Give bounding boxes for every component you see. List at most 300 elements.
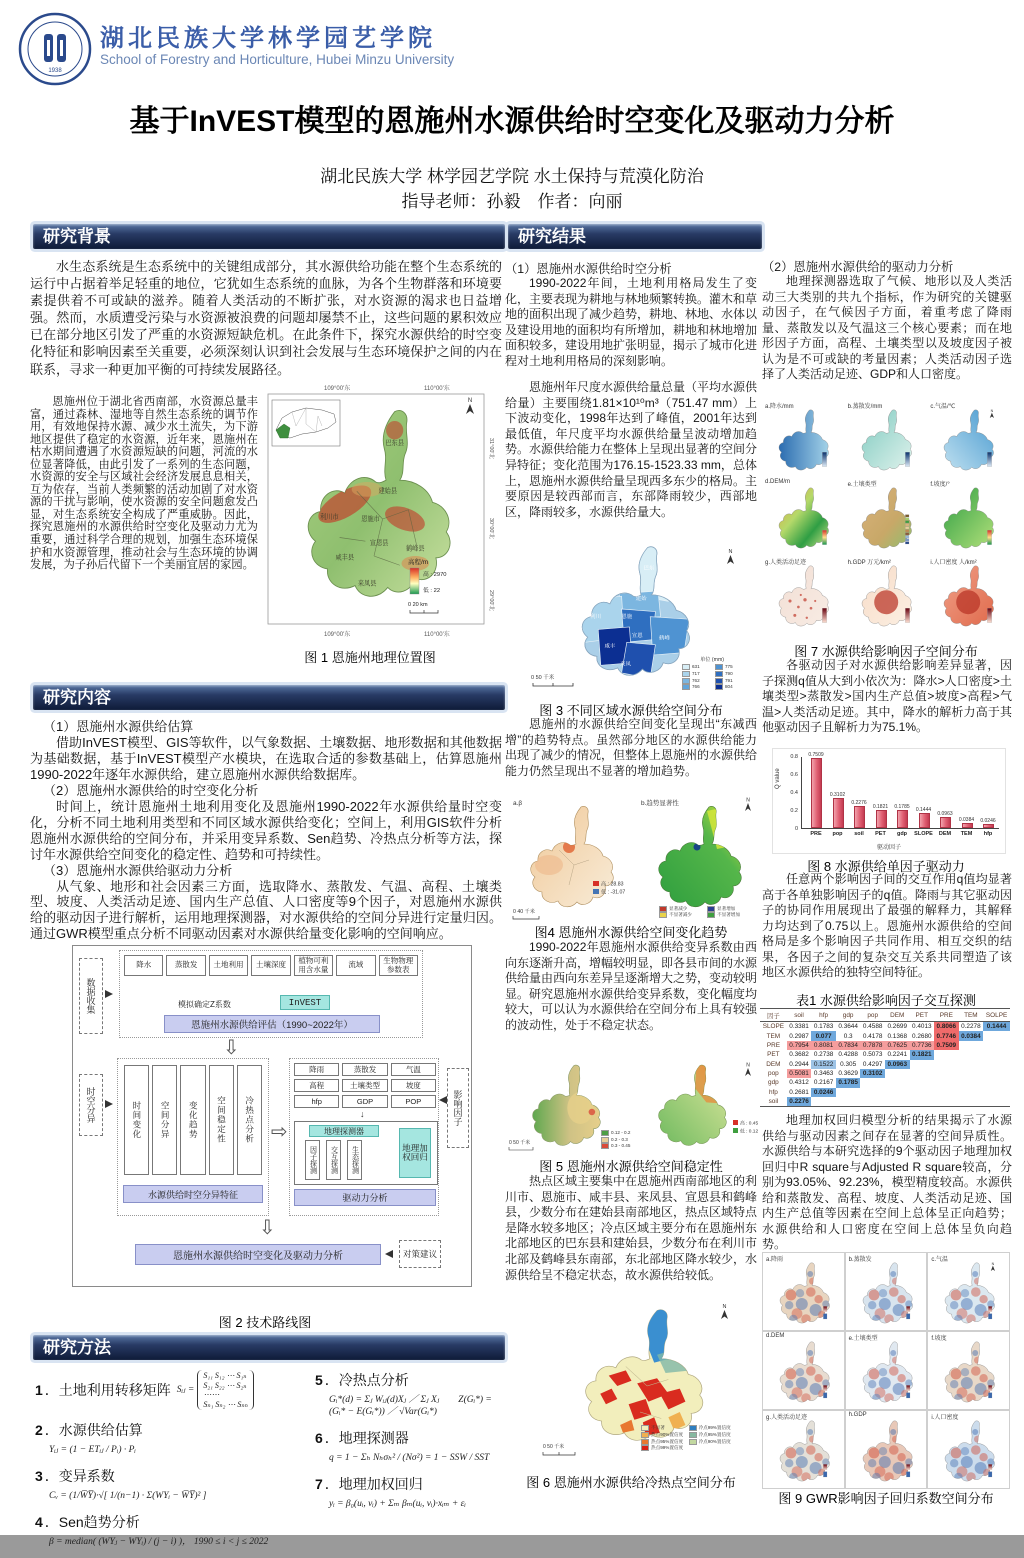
legend-swatch: [682, 678, 690, 684]
fig7-panel: [762, 556, 845, 634]
fig6-legend-item: [689, 1439, 736, 1446]
diagram-analysis-box: 空间稳定性: [209, 1065, 234, 1175]
university-logo: [18, 12, 92, 86]
legend-label: 热点99%置信度: [651, 1445, 684, 1451]
table-cell: 0.3: [843, 1032, 853, 1040]
table-cell: 0.2699: [887, 1023, 907, 1031]
interaction-table: [760, 1008, 1010, 1107]
fig3-legend-item: [682, 671, 713, 678]
table-cell: 0.3644: [838, 1023, 858, 1031]
method-item-2: [35, 1420, 303, 1456]
method-label: [35, 1512, 303, 1532]
figure-3-regional-map: [515, 545, 750, 697]
legend-label: 不显著增加: [717, 912, 740, 918]
drivers-subtitle: （2）恩施州水源供给的驱动力分析: [762, 260, 954, 274]
legend-swatch: [601, 1130, 609, 1136]
region-label: 建始县: [378, 487, 398, 496]
legend-label: 791: [725, 677, 733, 683]
legend-swatch: [641, 1432, 649, 1438]
fig8-bar-slot: [871, 756, 891, 837]
section-header-background: 研究背景: [33, 224, 505, 249]
fig8-bar-value: 0.0246: [980, 817, 996, 824]
compass-icon: [721, 1304, 728, 1319]
fig4a-high: 高 : 28.83: [601, 881, 624, 888]
table-cell: 0.0963: [885, 1060, 910, 1069]
diagram-input-box: 土壤深度: [251, 955, 290, 976]
results-para5: 热点区域主要集中在恩施州西南部地区的利川市、恩施市、咸丰县、来凤县、宣恩县和鹤峰县，少数分布在建始县南部地区，热点区域特点是降水较多地区；冷点区域主要分布在恩施州东北部地区的巴东县和建始县，少数分布在利川市北部及鹤峰县东南部，东北部地区降水较少，水源供给呈不稳定状态，故水源供给较低。: [505, 1174, 758, 1282]
table-cell: 0.4013: [912, 1023, 932, 1031]
region-label: 恩施市: [361, 515, 380, 523]
fig5b-legend: [733, 1120, 758, 1135]
figure-5-caption: 图 5 恩施州水源供给空间稳定性: [539, 1159, 723, 1174]
fig7-panel: [845, 556, 928, 634]
table-cell: 0.7834: [836, 1041, 861, 1050]
svg-text:N: N: [990, 409, 994, 413]
fig6-legend-item: [641, 1445, 688, 1452]
diagram-factor-box: hfp: [294, 1095, 339, 1108]
fig7-panel-label: i.人口密度 人/km²: [930, 560, 977, 566]
figure-4-caption: 图4 恩施州水源供给空间变化趋势: [534, 925, 728, 940]
table-row: [760, 1078, 1010, 1087]
diagram-spatial-box: 水源供给时空分异特征: [123, 1185, 263, 1203]
table-cell: [959, 1097, 984, 1107]
svg-text:N: N: [991, 1262, 995, 1266]
fig8-bar-slot: [849, 756, 869, 837]
background-para1: 水生态系统是生态系统中的关键组成部分，其水源供给功能在整个生态系统的运行中占据着举足轻重的地位，它犹如生态系统的血脉，为各个生物群落和环境要素提供着不可或缺的滋养。随着人类活动的不断扩张，对水资源的渴求也日益增强。然而，水质遭受污染与水资源被浪费的问题却屡禁不止，这些问题的累积效应已在部分地区引发了严重的水资源短缺危机。在此条件下，探究水源供给的时空变化特征和影响因素至关重要，必须深刻认识到社会发展与生态环境保护之间的内在联系，寻求一种更加平衡的可持续发展路径。: [30, 259, 502, 377]
fig9-panel: [762, 1252, 845, 1331]
legend-swatch: [689, 1439, 697, 1445]
table-cell: [836, 1088, 861, 1097]
table-cell: 0.1368: [887, 1032, 907, 1040]
table-row-name: soil: [760, 1097, 787, 1107]
legend-swatch: [707, 912, 715, 918]
table-cell: [885, 1097, 910, 1107]
fig5a-legend: [601, 1130, 630, 1150]
fig5a-legend-item: [601, 1137, 630, 1144]
fig8-y-tick: 0.2: [790, 808, 798, 814]
fig6-scale: 0 50 千米: [543, 1444, 565, 1450]
hubei-inset-map: [272, 400, 340, 446]
fig3-legend-item: [715, 671, 746, 678]
method-formula: Cᵥ = (1/W̅Y̅)·√[ 1/(n−1) · Σ(WYᵢ − W̅Y̅)² ]: [49, 1491, 207, 1501]
legend-label: 717: [692, 671, 700, 677]
fig9-panel: [845, 1410, 928, 1489]
fig4a-low: 低 : -31.07: [601, 889, 626, 896]
diagram-input-box: 生物物理参数表: [379, 955, 418, 976]
legend-label: 766: [692, 684, 700, 690]
figure-9-gwr-maps: [762, 1252, 1010, 1489]
diagram-factor-box: 高程: [294, 1079, 339, 1092]
method-title: ．地理探测器: [324, 1430, 409, 1446]
table-cell: [910, 1060, 935, 1069]
fig7-panel-label: e.土壤类型: [847, 482, 877, 488]
fig7-panel: [845, 400, 928, 478]
diagram-analysis-box: 空间分异: [152, 1065, 177, 1175]
table-header-cell: DEM: [885, 1009, 910, 1022]
content-item-body-1: 借助InVEST模型、GIS等软件，以气象数据、土壤数据、地形数据和其他数据为基础数据，基于InVEST模型产水模块，在选取合适的参数基础上，估算恩施州1990-2022年逐年水源供给，建立恩施州水源供给数据库。: [30, 734, 502, 782]
background-para2: 恩施州位于湖北省西南部，水资源总量丰富，通过森林、湿地等自然生态系统的调节作用，有效地保持水源、减少水土流失，为下游地区提供了稳定的水资源，近年来，恩施州在枯水期间遭遇了水资源短缺的问题，河流的水位显著降低，由此引发了一系列的生态问题，水资源的安全与区域社会经济发展息息相关，互为依存，当前人类频繁的活动加剧了对水资源的干扰与影响，使水资源的安全问题愈发凸显，对生态系统安全构成了严重威胁。因此，探究恩施州的水源供给时空变化及驱动力尤为重要，通过科学合理的规划，加强生态环境保护和水资源管理，推动社会与生态环境的协调发展，为子孙后代留下一个美丽宜居的家园。: [30, 396, 258, 572]
fig7-panel-label: h.GDP 万元/km²: [847, 560, 891, 566]
table-row-name: PET: [767, 1051, 780, 1059]
table-header-cell: hfp: [811, 1009, 836, 1022]
drivers-para1: 地理探测器选取了气候、地形以及人类活动三大类别的共九个指标，作为研究的关键驱动因子，在气候因子方面，着重考虑了降雨量、蒸散发以及气温这三个核心要素；而在地形因子方面，高程、土壤类型以及坡度因子被认为是不可或缺的考量因素；人类活动因子选择了人类活动足迹、GDP和人口密度。: [762, 274, 1012, 381]
fig9-panel: [927, 1252, 1010, 1331]
diagram-factor-grid: [294, 1063, 436, 1108]
fig5a-legend-item: [601, 1130, 630, 1137]
table-cell: 0.7878: [860, 1041, 885, 1050]
fig6-legend: [641, 1425, 735, 1452]
legend-swatch: [682, 684, 690, 690]
method-formula: Gᵢ*(d) = Σⱼ Wᵢⱼ(d)Xⱼ ／ Σⱼ Xⱼ Z(Gᵢ*) = (Gᵢ* − E(Gᵢ*)) ／ √Var(Gᵢ*): [329, 1395, 492, 1417]
method-title: ．Sen趋势分析: [44, 1514, 140, 1530]
table-cell: 0.2944: [789, 1060, 809, 1068]
figure-5-stability-maps: [505, 1062, 757, 1156]
table-header-row: [760, 1009, 1010, 1022]
methods-left-column: [35, 1370, 303, 1558]
table-cell: [934, 1060, 959, 1069]
fig9-panel: [927, 1410, 1010, 1489]
legend-swatch: [659, 906, 667, 912]
fig3-legend-item: [715, 664, 746, 671]
svg-text:N: N: [746, 1062, 750, 1069]
table-header-cell: PET: [910, 1009, 935, 1022]
fig8-bar-category: PRE: [810, 831, 822, 837]
fig9-panel: [762, 1410, 845, 1489]
method-formula: q = 1 − Σₕ Nₕσₕ² / (Nσ²) = 1 − SSW / SST: [329, 1453, 490, 1463]
diagram-driving-box: 驱动力分析: [294, 1189, 436, 1206]
diagram-analysis-box: 变化趋势: [180, 1065, 205, 1175]
table-cell: [959, 1088, 984, 1097]
fig4-scale: 0 40 千米: [513, 909, 535, 915]
table-cell: 0.0246: [811, 1088, 836, 1097]
fig6-legend-item: [641, 1425, 688, 1432]
table-row: [760, 1060, 1010, 1069]
table-cell: 0.1444: [983, 1022, 1010, 1032]
svg-text:N: N: [728, 549, 733, 555]
method-title: ．冷热点分析: [324, 1372, 409, 1388]
diagram-assess-box: 恩施州水源供给评估（1990~2022年）: [164, 1015, 380, 1033]
table-row-name: PRE: [766, 1041, 780, 1049]
table-cell: 0.1522: [811, 1060, 836, 1069]
legend-label: 762: [692, 677, 700, 683]
legend-label: 冷点95%置信度: [698, 1432, 731, 1438]
table-cell: 0.2681: [789, 1088, 809, 1096]
region-label: 利川市: [320, 513, 339, 522]
table-header-cell: PRE: [934, 1009, 959, 1022]
fig8-bar-value: 0.7509: [808, 752, 824, 759]
diagram-detect-box: 因子探测: [305, 1140, 320, 1180]
fig4-label-a: a.β: [513, 800, 523, 807]
table-cell: [934, 1050, 959, 1059]
table-cell: 0.305: [840, 1060, 857, 1068]
fig1-scale-text: 0 20 km: [408, 602, 428, 608]
arrow-down-small: ↓: [360, 1109, 365, 1119]
table-cell: 0.7736: [910, 1041, 935, 1050]
fig3-legend-item: [715, 684, 746, 691]
table-cell: [811, 1097, 836, 1107]
fig6-legend-item: [689, 1425, 736, 1432]
matrix-row: S₂₁ S₂₂ ⋯ S₂ₙ: [203, 1380, 247, 1390]
fig8-bar-value: 0.0963: [937, 811, 953, 818]
table-row-name: hfp: [768, 1088, 778, 1096]
figure-8-caption: 图 8 水源供给单因子驱动力: [807, 859, 965, 874]
fig3-legend-item: [715, 678, 746, 685]
diagram-factor-box: 降雨: [294, 1063, 339, 1076]
credits: 指导老师：孙毅 作者：向丽: [401, 192, 623, 211]
region-label: 鹤峰县: [406, 545, 425, 553]
fig8-y-tick: 0: [794, 826, 798, 832]
figure-2-caption: 图 2 技术路线图: [218, 1315, 312, 1330]
arrow-down-icon-2: ⇩: [259, 1217, 276, 1239]
table-cell: 0.2738: [813, 1051, 834, 1059]
table-cell: 0.4178: [862, 1032, 883, 1040]
figure-9-caption: 图 9 GWR影响因子回归系数空间分布: [778, 1491, 994, 1506]
table-cell: [983, 1078, 1010, 1087]
matrix-body: [197, 1370, 254, 1410]
fig6-legend-item: [689, 1432, 736, 1439]
legend-swatch: [689, 1425, 697, 1431]
legend-label: 0.2 - 0.3: [611, 1136, 628, 1142]
table-cell: 0.2680: [912, 1032, 932, 1040]
table-row: [760, 1097, 1010, 1107]
method-number: 6: [315, 1430, 323, 1446]
table-1-caption: 表1 水源供给影响因子交互探测: [796, 993, 976, 1008]
fig6-legend-item: [641, 1432, 688, 1439]
table-cell: 0.5081: [787, 1069, 812, 1078]
fig9-panel-label: c.气温: [931, 1257, 948, 1263]
table-cell: 0.8081: [811, 1041, 836, 1050]
table-cell: [860, 1088, 885, 1097]
diagram-final-box: 恩施州水源供给时空变化及驱动力分析: [135, 1244, 381, 1265]
fig4b-legend-item: [707, 912, 755, 919]
table-cell: [934, 1097, 959, 1107]
results-para3: 恩施州的水源供给空间变化呈现出“东减西增”的趋势特点。虽然部分地区的水源供给能力出现了减少的情况，但整体上恩施州的水源供给能力仍然呈现出不显著的增加趋势。: [505, 717, 758, 778]
table-cell: [934, 1078, 959, 1087]
org-name-en: School of Forestry and Horticulture, Hubei Minzu University: [100, 52, 455, 67]
content-item-body-3: 从气象、地形和社会因素三方面，选取降水、蒸散发、气温、高程、土壤类型、坡度、人类活动足迹、国内生产总值、人口密度等9个因子，对恩施州水源供给的驱动因子进行解析，运用地理探测器，对水源供给的空间分异进行定量归因。通过GWR模型重点分析不同驱动因素对水源供给量变化影响的空间响应。: [30, 878, 502, 942]
diagram-factor-box: 气温: [391, 1063, 436, 1076]
region-label: 建始: [635, 596, 647, 603]
fig8-bar-category: hfp: [983, 831, 993, 837]
fig9-panel: [927, 1331, 1010, 1410]
fig7-panel-label: g.人类活动足迹: [765, 560, 807, 566]
method-title: ．地理加权回归: [324, 1476, 423, 1492]
matrix-lead: Sᵢⱼ =: [176, 1385, 195, 1395]
content-item-title-2: （2）恩施州水源供给的时空变化分析: [43, 782, 259, 798]
fig8-bar-category: TEM: [960, 831, 973, 837]
method-item-6: [315, 1428, 505, 1464]
methods-right-column: [315, 1370, 505, 1520]
legend-swatch: [601, 1143, 609, 1149]
fig9-panel-label: e.土壤类型: [848, 1336, 878, 1342]
table-row-name: TEM: [766, 1032, 781, 1040]
method-formula: [177, 1370, 254, 1410]
fig4b-legend-item: [659, 912, 707, 919]
fig8-y-tick: 0.4: [790, 790, 798, 796]
legend-label: 冷点99%置信度: [698, 1425, 731, 1431]
figure-1-caption: 图 1 恩施州地理位置图: [304, 650, 436, 665]
legend-label: 790: [725, 671, 733, 677]
fig8-bar-category: soil: [854, 831, 864, 837]
fig9-panel-label: i.人口密度: [931, 1415, 959, 1421]
method-item-3: [35, 1466, 303, 1502]
method-number: 1: [35, 1382, 43, 1398]
content-body: [30, 719, 502, 942]
table-header-cell: TEM: [959, 1009, 984, 1022]
figure-8-bar-chart: [772, 748, 1006, 854]
table-cell: [860, 1078, 885, 1087]
fig8-bar: [876, 810, 887, 828]
table-cell: [983, 1031, 1010, 1040]
fig8-bar-slot: [892, 756, 912, 837]
fig8-bar-value: 0.1821: [872, 803, 889, 810]
fig1-lat-3: 29°00'北: [488, 590, 494, 611]
fig1-lon-top-2: 110°00'东: [424, 386, 450, 392]
table-cell: 0.4588: [862, 1023, 883, 1031]
fig7-panel: [762, 478, 845, 556]
table-cell: [910, 1069, 935, 1078]
table-header-cell: pop: [860, 1009, 885, 1022]
legend-swatch: [601, 1137, 609, 1143]
matrix-row: Sₙ₁ Sₙ₂ ⋯ Sₙₙ: [203, 1399, 248, 1409]
region-label: 巴东: [643, 565, 655, 572]
legend-swatch: [715, 671, 723, 677]
fig8-bar-slot: [828, 756, 848, 837]
content-item-title-1: （1）恩施州水源供给估算: [43, 719, 194, 734]
diagram-detector-box: 地理探测器: [309, 1125, 379, 1137]
diagram-input-box: 蒸散发: [166, 955, 205, 976]
method-title: ．土地利用转移矩阵: [44, 1382, 171, 1398]
logo-year: 1938: [48, 68, 62, 74]
legend-swatch: [641, 1439, 649, 1445]
table-cell: 0.1785: [836, 1078, 861, 1087]
compass-icon: [745, 798, 751, 812]
legend-swatch: [659, 912, 667, 918]
fig9-panel-label: a.降雨: [766, 1257, 784, 1263]
fig4b-legend-item: [659, 906, 707, 913]
org-name-cn: 湖北民族大学林学园艺学院: [100, 26, 436, 52]
fig7-panel-label: d.DEM/m: [765, 479, 791, 485]
table-cell: [959, 1050, 984, 1059]
legend-label: 不显著: [651, 1425, 665, 1431]
matrix-row: ⋯⋯: [203, 1390, 220, 1399]
region-label: 宣恩县: [369, 539, 389, 547]
table-cell: [910, 1097, 935, 1107]
fig7-panel: [845, 478, 928, 556]
fig1-lon-top-1: 109°00'东: [324, 386, 351, 392]
legend-label: 0.3 - 0.45: [611, 1143, 631, 1149]
fig8-y-axis-label: Q value: [775, 768, 781, 789]
table-cell: [983, 1069, 1010, 1078]
table-cell: 0.7746: [934, 1031, 959, 1040]
fig3-legend: [682, 664, 746, 691]
table-cell: 0.4297: [862, 1060, 883, 1068]
fig8-bar-value: 0.1444: [915, 807, 932, 814]
fig9-panel-label: d.DEM: [766, 1333, 785, 1339]
fig8-bar-category: pop: [832, 831, 843, 837]
figure-6-hotspot-map: [535, 1302, 735, 1470]
region-label: 咸丰: [604, 643, 616, 650]
legend-swatch: [707, 906, 715, 912]
section-header-content: 研究内容: [33, 685, 505, 710]
legend-swatch: [715, 684, 723, 690]
region-label: 来凤: [620, 661, 631, 668]
method-title: ．水源供给估算: [44, 1422, 143, 1438]
diagram-invest-box: InVEST: [280, 995, 330, 1010]
fig5a-legend-item: [601, 1143, 630, 1150]
fig4b-legend-item: [707, 906, 755, 913]
method-item-1: [35, 1370, 303, 1410]
fig4b-legend: [659, 906, 755, 919]
table-row: [760, 1022, 1010, 1032]
table-cell: 0.2241: [887, 1051, 907, 1059]
region-label: 巴东县: [385, 439, 404, 448]
table-cell: 0.3629: [838, 1070, 858, 1078]
fig8-y-tick: 0.6: [790, 772, 798, 778]
diagram-analysis-box: 时间变化: [124, 1065, 149, 1175]
svg-text:N: N: [467, 398, 473, 404]
region-label: 宣恩: [631, 633, 643, 640]
legend-label: 631: [692, 664, 700, 670]
method-number: 5: [315, 1372, 323, 1388]
content-item-body-2: 时间上，统计恩施州土地利用变化及恩施州1990-2022年水源供给量时空变化，分析不同土地利用类型和不同区域水源供给变化；空间上，利用GIS软件分析恩施州水源供给的空间分布，并采用变异系数、Sen趋势、冷热点分析等方法，探讨年水源供给空间变化的稳定性、趋势和可持续性。: [30, 798, 502, 862]
fig5b-low: 低 : 0.12: [740, 1129, 759, 1135]
table-cell: [885, 1069, 910, 1078]
diagram-spatiotemporal: 时空分异: [79, 1074, 103, 1136]
table-cell: [885, 1088, 910, 1097]
section-header-methods: 研究方法: [33, 1335, 505, 1360]
fig7-panel-label: a.降水/mm: [765, 404, 794, 410]
table-cell: [910, 1078, 935, 1087]
table-cell: 0.3381: [789, 1023, 809, 1031]
legend-label: 冷点90%置信度: [698, 1438, 731, 1444]
table-cell: [959, 1078, 984, 1087]
diagram-factor-box: 土壤类型: [342, 1079, 387, 1092]
legend-label: 804: [725, 684, 733, 690]
legend-swatch: [682, 671, 690, 677]
table-cell: [983, 1097, 1010, 1107]
diagram-factor-box: 蒸散发: [342, 1063, 387, 1076]
fig9-panel-label: h.GDP: [848, 1412, 867, 1418]
legend-label: 热点95%置信度: [651, 1438, 684, 1444]
fig8-bar: [983, 824, 994, 828]
table-cell: [959, 1060, 984, 1069]
fig9-panel-label: b.蒸散发: [848, 1257, 872, 1263]
fig8-bar-value: 0.1785: [894, 803, 910, 810]
legend-label: 显著减少: [669, 905, 688, 911]
method-label: [35, 1380, 171, 1400]
method-formula: Yᵢⱼ = (1 − ETᵢⱼ / Pᵢ) · Pᵢ: [49, 1445, 136, 1455]
section-header-results: 研究结果: [508, 224, 762, 249]
table-cell: 0.1783: [813, 1023, 834, 1031]
method-label: [315, 1428, 505, 1448]
fig8-x-axis-label: 驱动因子: [876, 845, 901, 851]
fig9-panel: [845, 1252, 928, 1331]
fig1-lat-1: 31°00'北: [488, 438, 494, 459]
content-item-title-3: （3）恩施州水源供给驱动力分析: [43, 862, 233, 878]
figure-3-caption: 图 3 不同区域水源供给空间分布: [539, 703, 723, 718]
fig8-bar-value: 0.3102: [829, 792, 846, 799]
diagram-analyses-row: [124, 1065, 262, 1175]
diagram-gwr-box: 地理加权回归: [399, 1128, 431, 1178]
results-subtitle-1: （1）恩施州水源供给时空分析: [505, 262, 672, 276]
table-cell: 0.7954: [787, 1041, 812, 1050]
diagram-detect-box: 生态探测: [347, 1140, 362, 1180]
fig8-bar-slot: [978, 756, 998, 837]
table-cell: [959, 1069, 984, 1078]
legend-label: 热点90%置信度: [651, 1432, 684, 1438]
table-cell: 0.077: [811, 1031, 836, 1040]
